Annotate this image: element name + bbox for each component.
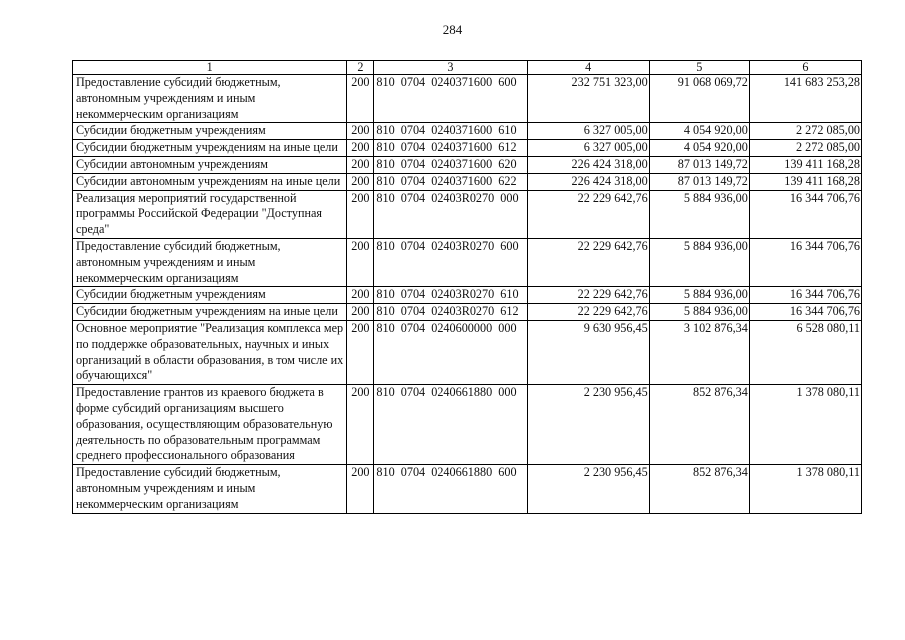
row-amount-executed-cell: 5 884 936,00: [649, 287, 749, 304]
page-number: 284: [442, 22, 463, 37]
row-amount-plan-cell: 226 424 318,00: [527, 173, 649, 190]
table-row: [73, 304, 862, 321]
table-header-row: [73, 61, 862, 75]
header-col-3: 3: [374, 61, 527, 75]
table-row: [73, 156, 862, 173]
table-row: [73, 385, 862, 465]
row-name-cell: Субсидии бюджетным учреждениям на иные цели: [73, 304, 347, 321]
row-amount-executed-cell: 852 876,34: [649, 465, 749, 513]
row-name-cell: Предоставление субсидий бюджетным, автономным учреждениям и иным некоммерческим организациям: [73, 465, 347, 513]
row-amount-remaining-cell: 139 411 168,28: [749, 173, 861, 190]
row-code-cell: 810 0704 02403R0270 610: [374, 287, 527, 304]
row-glava-cell: 200: [347, 156, 374, 173]
row-glava-cell: 200: [347, 465, 374, 513]
row-amount-remaining-cell: 16 344 706,76: [749, 190, 861, 238]
table-row: [73, 238, 862, 286]
row-amount-remaining-cell: 1 378 080,11: [749, 465, 861, 513]
header-col-6: 6: [749, 61, 861, 75]
row-name-cell: Субсидии бюджетным учреждениям: [73, 123, 347, 140]
table-row: [73, 173, 862, 190]
row-amount-plan-cell: 232 751 323,00: [527, 75, 649, 123]
row-amount-plan-cell: 22 229 642,76: [527, 238, 649, 286]
row-glava-cell: 200: [347, 140, 374, 157]
header-col-2: 2: [347, 61, 374, 75]
row-amount-plan-cell: 22 229 642,76: [527, 304, 649, 321]
row-glava-cell: 200: [347, 304, 374, 321]
row-name-cell: Основное мероприятие "Реализация комплекса мер по поддержке образовательных, научных и иных организаций в области образования, в том числе их обучающихся": [73, 320, 347, 384]
row-glava-cell: 200: [347, 75, 374, 123]
row-glava-cell: 200: [347, 238, 374, 286]
row-code-cell: 810 0704 02403R0270 000: [374, 190, 527, 238]
row-name-cell: Предоставление субсидий бюджетным, автономным учреждениям и иным некоммерческим организациям: [73, 75, 347, 123]
row-code-cell: 810 0704 0240600000 000: [374, 320, 527, 384]
row-amount-executed-cell: 91 068 069,72: [649, 75, 749, 123]
row-amount-executed-cell: 87 013 149,72: [649, 173, 749, 190]
table-row: [73, 75, 862, 123]
row-code-cell: 810 0704 0240661880 000: [374, 385, 527, 465]
row-glava-cell: 200: [347, 385, 374, 465]
row-code-cell: 810 0704 0240371600 622: [374, 173, 527, 190]
row-amount-remaining-cell: 2 272 085,00: [749, 123, 861, 140]
row-amount-remaining-cell: 141 683 253,28: [749, 75, 861, 123]
table-row: [73, 190, 862, 238]
row-name-cell: Субсидии бюджетным учреждениям на иные цели: [73, 140, 347, 157]
row-amount-plan-cell: 2 230 956,45: [527, 465, 649, 513]
row-glava-cell: 200: [347, 287, 374, 304]
row-code-cell: 810 0704 02403R0270 612: [374, 304, 527, 321]
row-amount-plan-cell: 226 424 318,00: [527, 156, 649, 173]
row-amount-plan-cell: 6 327 005,00: [527, 123, 649, 140]
row-glava-cell: 200: [347, 320, 374, 384]
row-amount-executed-cell: 5 884 936,00: [649, 190, 749, 238]
row-amount-executed-cell: 3 102 876,34: [649, 320, 749, 384]
row-amount-executed-cell: 852 876,34: [649, 385, 749, 465]
header-col-5: 5: [649, 61, 749, 75]
table-row: [73, 320, 862, 384]
row-amount-remaining-cell: 1 378 080,11: [749, 385, 861, 465]
row-amount-remaining-cell: 6 528 080,11: [749, 320, 861, 384]
table-row: [73, 465, 862, 513]
row-name-cell: Реализация мероприятий государственной программы Российской Федерации "Доступная среда": [73, 190, 347, 238]
row-amount-remaining-cell: 16 344 706,76: [749, 287, 861, 304]
table-row: [73, 287, 862, 304]
row-amount-executed-cell: 4 054 920,00: [649, 123, 749, 140]
row-amount-executed-cell: 5 884 936,00: [649, 238, 749, 286]
row-glava-cell: 200: [347, 123, 374, 140]
row-code-cell: 810 0704 02403R0270 600: [374, 238, 527, 286]
row-amount-remaining-cell: 2 272 085,00: [749, 140, 861, 157]
row-glava-cell: 200: [347, 190, 374, 238]
row-amount-executed-cell: 5 884 936,00: [649, 304, 749, 321]
row-name-cell: Субсидии автономным учреждениям: [73, 156, 347, 173]
budget-table: [72, 60, 862, 514]
row-name-cell: Предоставление грантов из краевого бюджета в форме субсидий организациям высшего образования, осуществляющим образовательную деятельность по образовательным программам среднего профессионального образования: [73, 385, 347, 465]
row-amount-plan-cell: 2 230 956,45: [527, 385, 649, 465]
row-amount-remaining-cell: 16 344 706,76: [749, 238, 861, 286]
row-amount-plan-cell: 9 630 956,45: [527, 320, 649, 384]
row-amount-executed-cell: 87 013 149,72: [649, 156, 749, 173]
row-amount-plan-cell: 22 229 642,76: [527, 287, 649, 304]
row-code-cell: 810 0704 0240371600 620: [374, 156, 527, 173]
row-amount-plan-cell: 22 229 642,76: [527, 190, 649, 238]
header-col-4: 4: [527, 61, 649, 75]
table-row: [73, 140, 862, 157]
header-col-1: 1: [73, 61, 347, 75]
table-row: [73, 123, 862, 140]
row-amount-remaining-cell: 139 411 168,28: [749, 156, 861, 173]
row-name-cell: Предоставление субсидий бюджетным, автономным учреждениям и иным некоммерческим организациям: [73, 238, 347, 286]
row-name-cell: Субсидии бюджетным учреждениям: [73, 287, 347, 304]
row-code-cell: 810 0704 0240371600 610: [374, 123, 527, 140]
row-code-cell: 810 0704 0240371600 612: [374, 140, 527, 157]
row-code-cell: 810 0704 0240371600 600: [374, 75, 527, 123]
row-amount-executed-cell: 4 054 920,00: [649, 140, 749, 157]
row-name-cell: Субсидии автономным учреждениям на иные цели: [73, 173, 347, 190]
row-glava-cell: 200: [347, 173, 374, 190]
row-amount-plan-cell: 6 327 005,00: [527, 140, 649, 157]
row-code-cell: 810 0704 0240661880 600: [374, 465, 527, 513]
row-amount-remaining-cell: 16 344 706,76: [749, 304, 861, 321]
